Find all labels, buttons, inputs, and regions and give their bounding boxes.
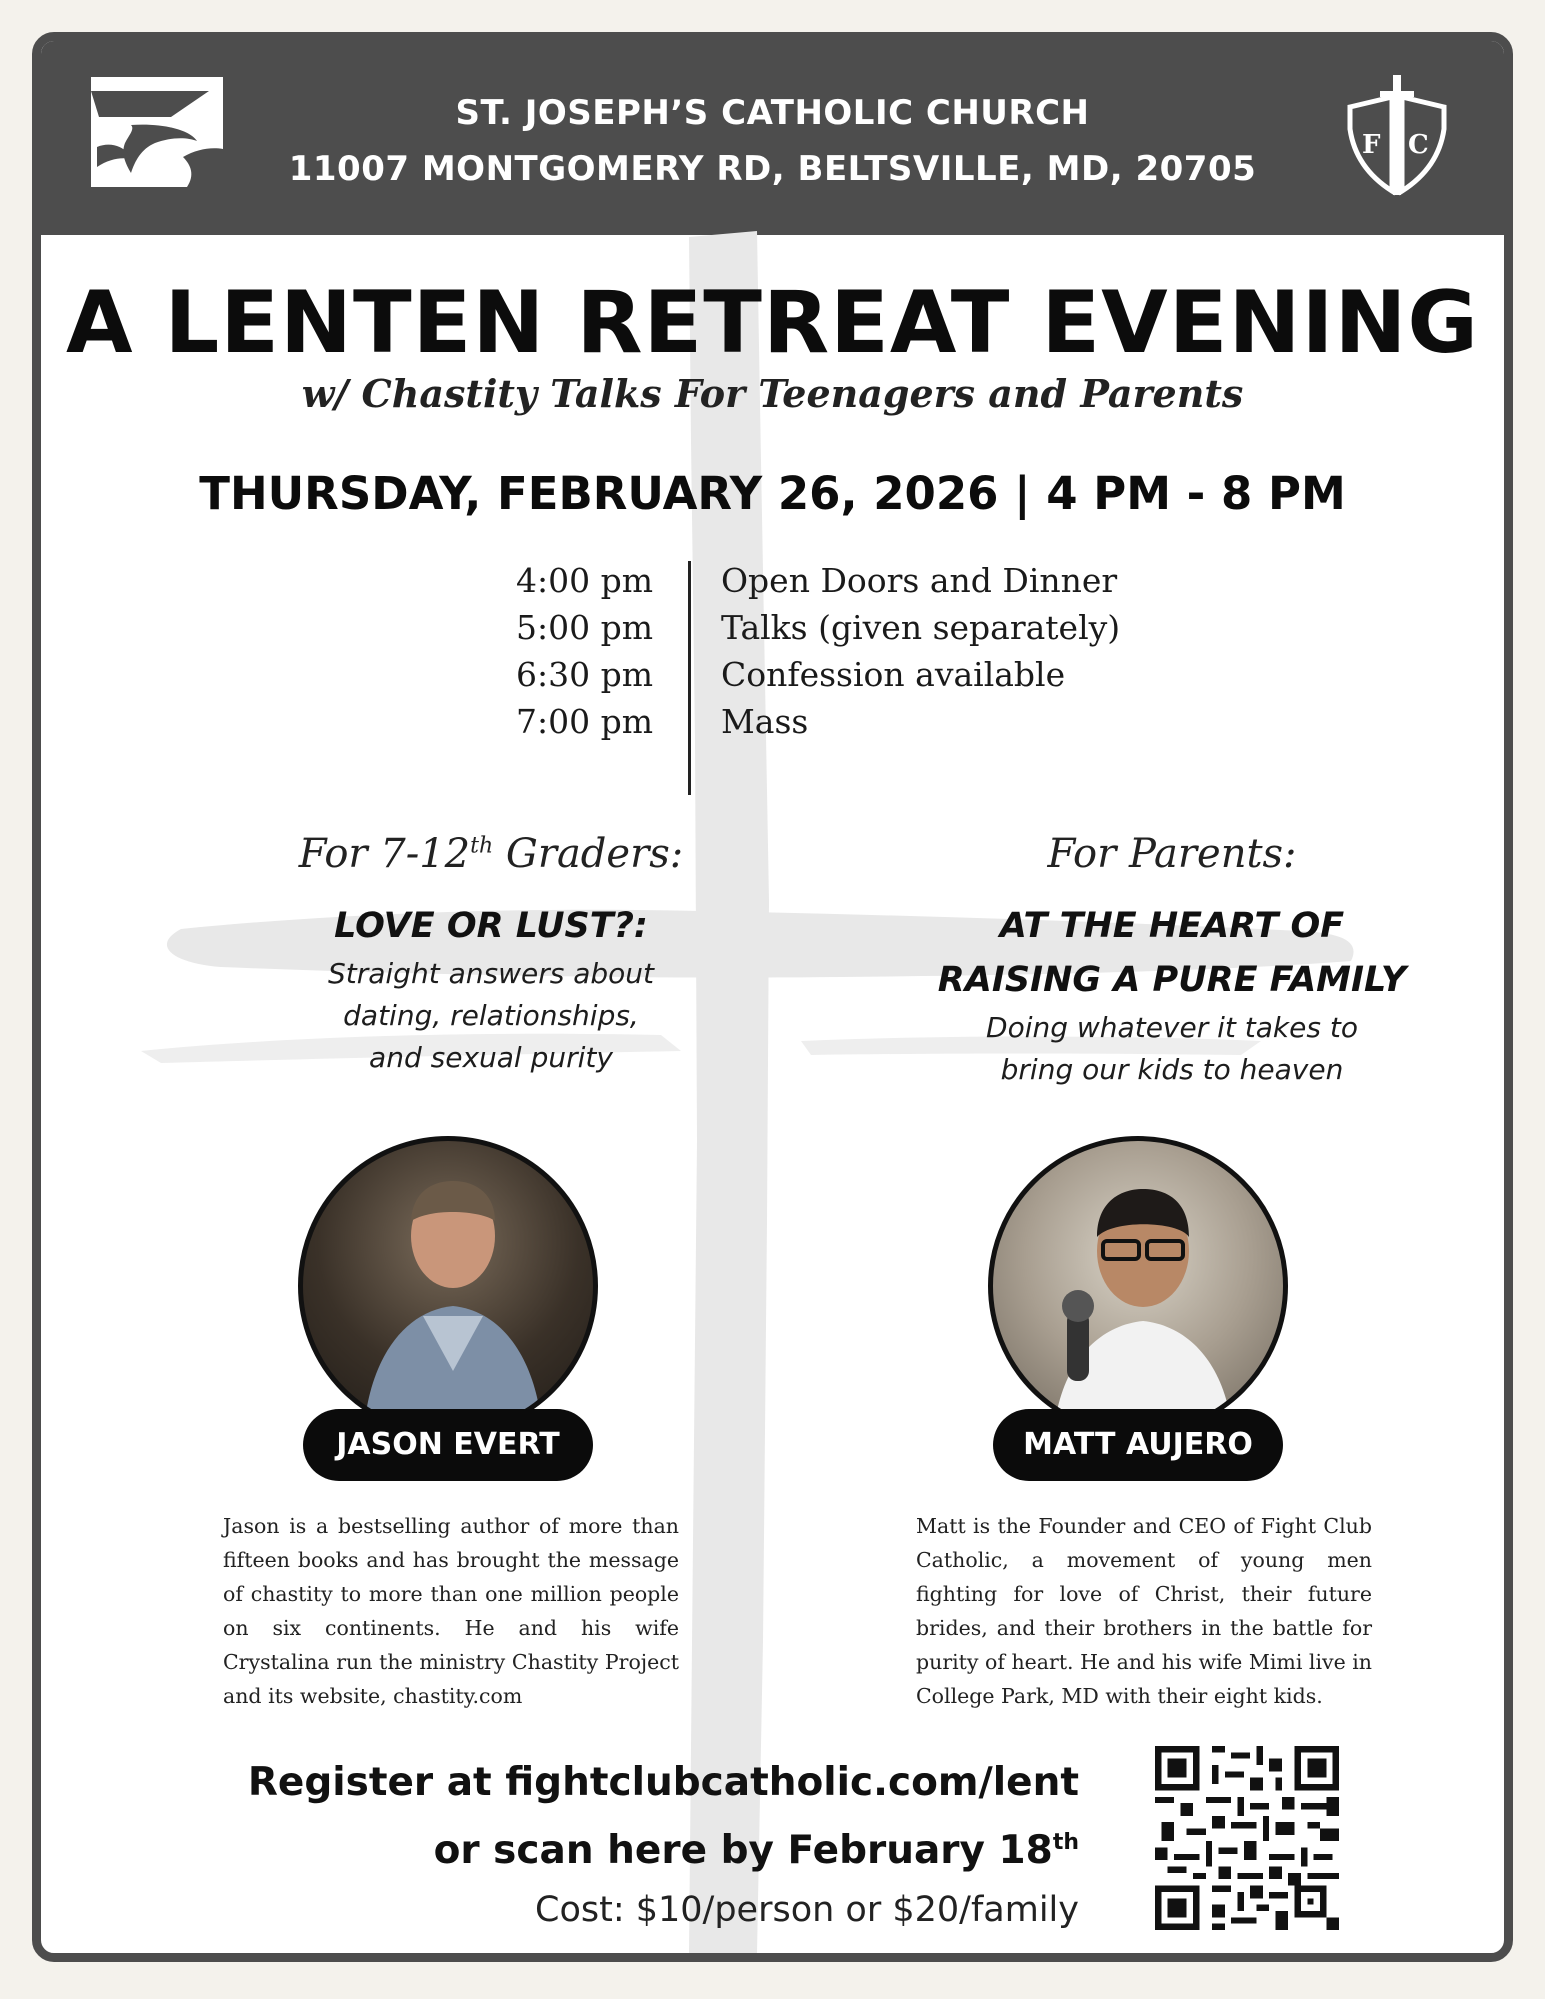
registration-block: [248, 1753, 1079, 1939]
schedule-event: Talks (given separately): [721, 608, 1121, 647]
speaker-bio-jason: Jason is a bestselling author of more than fifteen books and has brought the message of chastity to more than one million people on six continents. He and his wife Crystalina run the ministry Chastity Project and its website, chastity.com: [223, 1514, 679, 1708]
flyer-frame: [32, 32, 1513, 1962]
registration-line-1: Register at fightclubcatholic.com/lent: [247, 1760, 1079, 1805]
parents-talk-desc-line2: bring our kids to heaven: [1000, 1053, 1344, 1086]
schedule-event: Open Doors and Dinner: [721, 561, 1118, 600]
schedule-row: [401, 655, 1161, 701]
schedule-time: 4:00 pm: [515, 561, 653, 600]
schedule-time: 7:00 pm: [515, 702, 653, 741]
teens-talk-desc-line1: Straight answers about: [327, 957, 654, 990]
teens-audience-superscript: th: [470, 833, 494, 859]
schedule-time: 6:30 pm: [515, 655, 653, 694]
event-title: A LENTEN RETREAT EVENING: [65, 273, 1480, 373]
teens-audience-suffix: Graders:: [493, 831, 684, 877]
registration-deadline: or scan here by February 18: [433, 1828, 1053, 1873]
person-silhouette-icon: [993, 1141, 1288, 1436]
teens-column: [171, 831, 811, 1079]
registration-deadline-superscript: th: [1052, 1830, 1079, 1855]
speaker-name-jason: JASON EVERT: [303, 1409, 593, 1481]
qr-code-icon[interactable]: [1155, 1746, 1339, 1930]
schedule-event: Confession available: [721, 655, 1066, 694]
speaker-name-matt: MATT AUJERO: [993, 1409, 1283, 1481]
church-name: ST. JOSEPH’S CATHOLIC CHURCH: [455, 93, 1090, 133]
fcc-logo-letter-f: F: [1362, 130, 1381, 160]
parents-column: [852, 831, 1492, 1091]
parents-audience: For Parents:: [1047, 831, 1297, 877]
schedule-row: [401, 561, 1161, 607]
church-address: 11007 MONTGOMERY RD, BELTSVILLE, MD, 20705: [288, 149, 1257, 189]
schedule-event: Mass: [721, 702, 809, 741]
person-silhouette-icon: [303, 1141, 598, 1436]
speaker-bio-matt: Matt is the Founder and CEO of Fight Club Catholic, a movement of young men fighting for love of Christ, their future brides, and their brothers in the battle for purity of heart. He and his wife Mimi live in College Park, MD with their eight kids.: [916, 1514, 1372, 1708]
schedule-row: [401, 702, 1161, 748]
schedule-time: 5:00 pm: [515, 608, 653, 647]
event-subtitle: w/ Chastity Talks For Teenagers and Parents: [301, 371, 1244, 416]
fcc-logo-letter-c: C: [1408, 130, 1429, 160]
event-date-time: THURSDAY, FEBRUARY 26, 2026 | 4 PM - 8 PM: [199, 467, 1346, 520]
teens-talk-title: LOVE OR LUST?:: [334, 906, 648, 946]
teens-talk-desc-line3: and sexual purity: [369, 1041, 613, 1074]
teens-audience: [171, 831, 811, 899]
parents-talk-title-line2: RAISING A PURE FAMILY: [937, 960, 1407, 1000]
parents-talk-desc-line1: Doing whatever it takes to: [986, 1011, 1358, 1044]
registration-cost: Cost: $10/person or $20/family: [535, 1890, 1079, 1930]
speaker-photo-jason: [298, 1136, 598, 1436]
registration-line-2: [248, 1813, 1079, 1881]
schedule-row: [401, 608, 1161, 654]
speaker-photo-matt: [988, 1136, 1288, 1436]
teens-talk-desc-line2: dating, relationships,: [343, 999, 639, 1032]
parents-talk-title-line1: AT THE HEART OF: [999, 906, 1345, 946]
teens-audience-prefix: For 7-12: [298, 831, 471, 877]
schedule: [401, 561, 1161, 801]
